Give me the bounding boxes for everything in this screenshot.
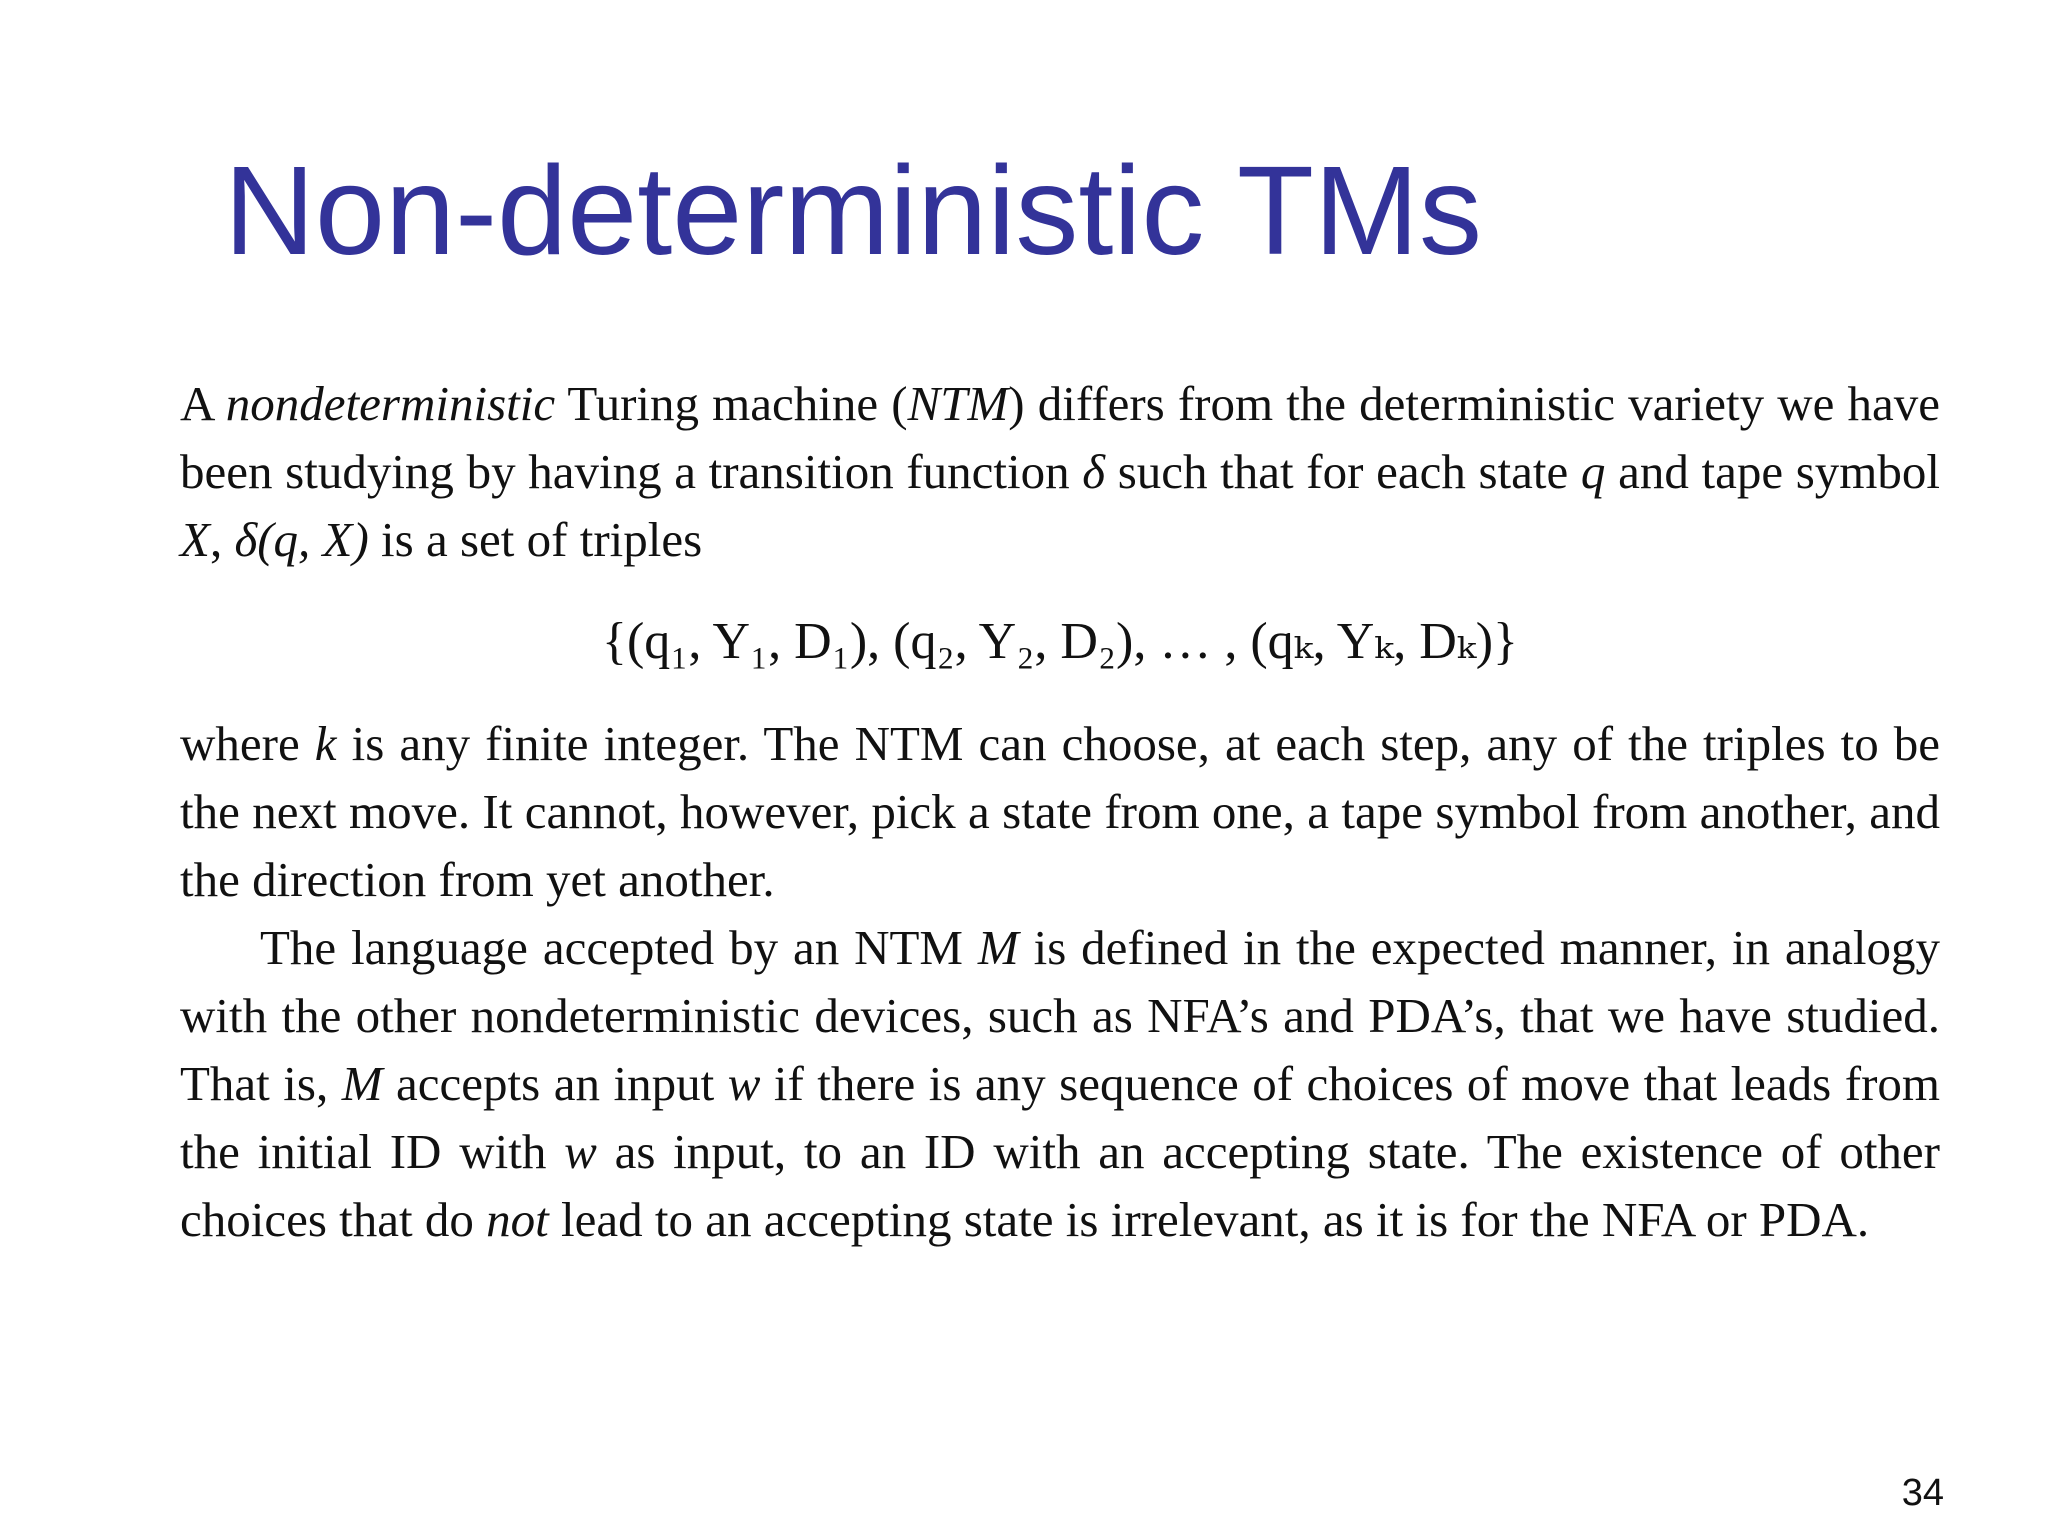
text-run: lead to an accepting state is irrelevant, as it is for the NFA or PDA. bbox=[548, 1192, 1870, 1247]
text-run: A bbox=[180, 376, 226, 431]
text-run: , bbox=[209, 512, 235, 567]
slide-title: Non-deterministic TMs bbox=[224, 140, 1482, 281]
text-run: and tape symbol bbox=[1605, 444, 1941, 499]
emphasis-nondeterministic: nondeterministic bbox=[225, 376, 556, 431]
triples-formula: {(q₁, Y₁, D₁), (q₂, Y₂, D₂), … , (qₖ, Yₖ, Dₖ)} bbox=[601, 613, 1519, 670]
language-paragraph bbox=[180, 914, 1940, 1254]
expr-delta-qx: δ(q, X) bbox=[234, 512, 369, 567]
text-run: such that for each state bbox=[1105, 444, 1581, 499]
choice-paragraph bbox=[180, 710, 1940, 914]
text-run: The language accepted by an NTM bbox=[260, 920, 978, 975]
text-run: ) differs from the deterministic variety we have been studying by having a transition function bbox=[180, 376, 1940, 499]
symbol-m: M bbox=[341, 1056, 383, 1111]
textbook-excerpt bbox=[180, 370, 1940, 1254]
text-run: accepts an input bbox=[382, 1056, 728, 1111]
emphasis-not: not bbox=[486, 1192, 549, 1247]
text-run: is a set of triples bbox=[368, 512, 703, 567]
abbrev-ntm: NTM bbox=[907, 376, 1009, 431]
text-run: is any finite integer. The NTM can choose, at each step, any of the triples to be the next move. It cannot, however, pick a state from one, a tape symbol from another, and the direction from yet another. bbox=[180, 716, 1940, 907]
symbol-q: q bbox=[1580, 444, 1606, 499]
text-run: Turing machine ( bbox=[555, 376, 908, 431]
symbol-w: w bbox=[564, 1124, 597, 1179]
text-run: where bbox=[180, 716, 315, 771]
symbol-x: X bbox=[180, 512, 210, 567]
text-run: as input, to an ID with an accepting state. The existence of other choices that do bbox=[180, 1124, 1941, 1247]
text-run: if there is any sequence of choices of move that leads from the initial ID with bbox=[180, 1056, 1940, 1179]
symbol-k: k bbox=[314, 716, 337, 771]
text-run: is defined in the expected manner, in analogy with the other nondeterministic devices, such as NFA’s and PDA’s, that we have studied. That is, bbox=[180, 920, 1940, 1111]
symbol-delta: δ bbox=[1082, 444, 1106, 499]
page-number: 34 bbox=[1901, 1472, 1944, 1514]
symbol-m: M bbox=[977, 920, 1019, 975]
ntm-definition-paragraph bbox=[180, 370, 1940, 574]
symbol-w: w bbox=[727, 1056, 761, 1111]
